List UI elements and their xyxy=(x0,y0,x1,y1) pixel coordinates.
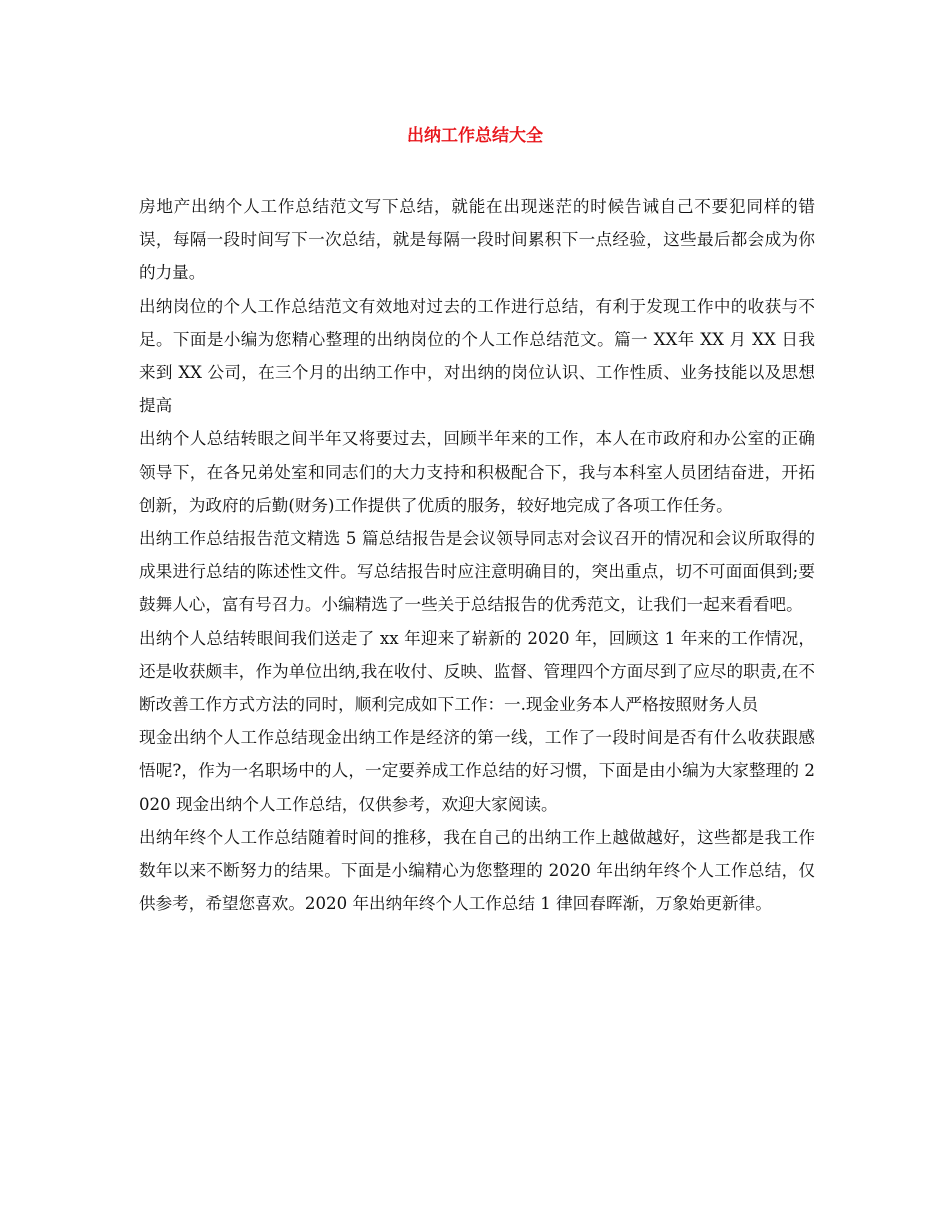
paragraph-4: 出纳工作总结报告范文精选 5 篇总结报告是会议领导同志对会议召开的情况和会议所取得的成果进行总结的陈述性文件。写总结报告时应注意明确目的，突出重点，切不可面面俱到;要鼓舞人心，富有号召力。小编精选了一些关于总结报告的优秀范文，让我们一起来看看吧。 xyxy=(139,529,815,615)
paragraph-7: 出纳年终个人工作总结随着时间的推移，我在自己的出纳工作上越做越好，这些都是我工作数年以来不断努力的结果。下面是小编精心为您整理的 2020 年出纳年终个人工作总结，仅供参考，希望您喜欢。2020 年出纳年终个人工作总结 1 律回春晖渐，万象始更新律。 xyxy=(139,827,815,914)
paragraph-2: 出纳岗位的个人工作总结范文有效地对过去的工作进行总结，有利于发现工作中的收获与不足。下面是小编为您精心整理的出纳岗位的个人工作总结范文。篇一 XX年 XX 月 XX 日我来到 XX 公司，在三个月的出纳工作中，对出纳的岗位认识、工作性质、业务技能以及思想提高 xyxy=(139,296,815,416)
document-title: 出纳工作总结大全 xyxy=(407,126,543,146)
paragraph-1: 房地产出纳个人工作总结范文写下总结，就能在出现迷茫的时候告诫自己不要犯同样的错误，每隔一段时间写下一次总结，就是每隔一段时间累积下一点经验，这些最后都会成为你的力量。 xyxy=(139,197,815,283)
paragraph-5: 出纳个人总结转眼间我们送走了 xx 年迎来了崭新的 2020 年，回顾这 1 年来的工作情况，还是收获颇丰，作为单位出纳,我在收付、反映、监督、管理四个方面尽到了应尽的职责,在不断改善工作方式方法的同时，顺利完成如下工作：一.现金业务本人严格按照财务人员 xyxy=(139,628,815,715)
paragraph-6: 现金出纳个人工作总结现金出纳工作是经济的第一线，工作了一段时间是否有什么收获跟感悟呢?，作为一名职场中的人，一定要养成工作总结的好习惯，下面是由小编为大家整理的 2020 现金出纳个人工作总结，仅供参考，欢迎大家阅读。 xyxy=(139,728,815,814)
paragraph-3: 出纳个人总结转眼之间半年又将要过去，回顾半年来的工作，本人在市政府和办公室的正确领导下，在各兄弟处室和同志们的大力支持和积极配合下，我与本科室人员团结奋进，开拓创新，为政府的后勤(财务)工作提供了优质的服务，较好地完成了各项工作任务。 xyxy=(139,429,815,515)
document-body xyxy=(139,190,815,920)
